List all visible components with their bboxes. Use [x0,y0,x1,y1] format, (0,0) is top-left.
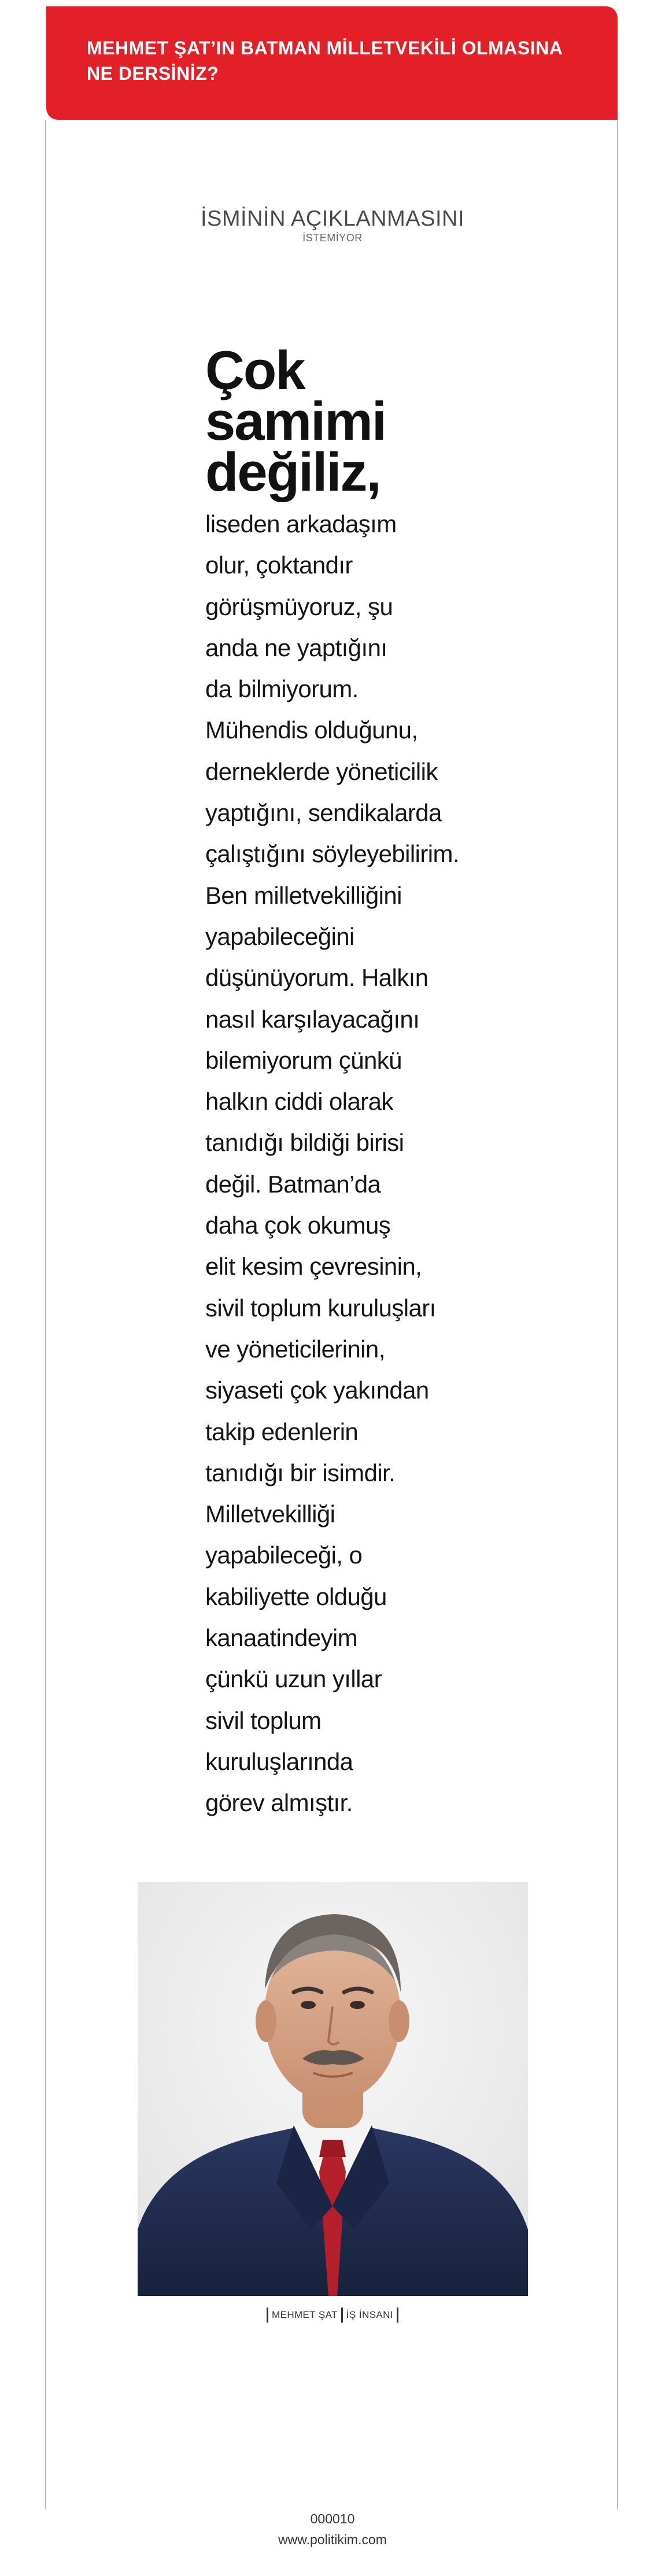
article-body-line: tanıdığı bildiği birisi [205,1129,404,1157]
article-body-line: bilemiyorum çünkü [205,1046,402,1074]
article-body-line: sivil toplum [205,1706,322,1734]
headline-line: samimi [205,391,386,451]
article-body-line: halkın ciddi olarak [205,1088,393,1116]
caption-divider [397,2308,398,2323]
article-body-line: görüşmüyoruz, şu [205,593,393,620]
article-body-line: Milletvekilliği [205,1500,335,1528]
portrait-illustration [138,1882,528,2296]
article-body-line: yapabileceğini [205,922,354,950]
portrait-photo [138,1882,528,2296]
headline-line: değiliz, [205,441,380,502]
article-body-line: siyaseti çok yakından [205,1377,429,1404]
article-body-line: anda ne yaptığını [205,634,387,661]
article-body-line: olur, çoktandır [205,551,353,579]
article-body-line: tanıdığı bir isimdir. [205,1459,396,1486]
article-body-line: liseden arkadaşım [205,510,397,538]
article-body-line: görev almıştır. [205,1789,353,1817]
article-body-line: yaptığını, sendikalarda [205,799,442,827]
headline [205,340,506,502]
article-body-line: değil. Batman’da [205,1170,381,1198]
article-body-line: yapabileceği, o [205,1541,363,1569]
article-body-line: kuruluşlarında [205,1747,353,1775]
source-note: İSTEMİYOR [302,232,363,244]
page-footer [0,2508,665,2550]
article-body-line: sivil toplum kuruluşları [205,1294,436,1322]
source-name: İSMİNİN AÇIKLANMASINI [200,207,465,231]
header-banner [46,6,618,120]
article-body-line: kabiliyette olduğu [205,1583,387,1610]
page-number: 000010 [310,2511,355,2526]
article-body-line: da bilmiyorum. [205,675,359,703]
article-body-line: Mühendis olduğunu, [205,716,418,744]
article-body-line: takip edenlerin [205,1418,359,1445]
photo-caption [0,2308,665,2323]
caption-name: MEHMET ŞAT [272,2309,338,2320]
caption-divider [341,2308,343,2323]
header-title-line1: MEHMET ŞAT’IN BATMAN MİLLETVEKİLİ OLMASINA [87,38,563,58]
article-body-line: nasıl karşılayacağını [205,1005,420,1033]
frame-right-rule [617,120,618,2509]
header-title-line2: NE DERSİNİZ? [87,63,219,84]
article-body-line: elit kesim çevresinin, [205,1253,422,1280]
article-body [205,503,506,1824]
article-body-line: derneklerde yöneticilik [205,757,438,785]
website-link[interactable]: www.politikim.com [278,2532,387,2547]
source-attribution [0,206,665,244]
article-body-line: düşünüyorum. Halkın [205,964,428,992]
headline-line: Çok [205,340,305,400]
article-body-line: ve yöneticilerinin, [205,1335,385,1363]
article-body-line: çalıştığını söyleyebilirim. [205,840,459,868]
article-body-line: kanaatindeyim [205,1624,358,1652]
article-body-line: daha çok okumuş [205,1212,391,1239]
caption-role: İŞ İNSANI [346,2309,393,2320]
header-title [87,35,604,86]
caption-divider [267,2308,268,2323]
frame-left-rule [45,120,46,2509]
article [205,340,506,1824]
article-body-line: çünkü uzun yıllar [205,1665,382,1693]
article-body-line: Ben milletvekilliğini [205,881,402,909]
